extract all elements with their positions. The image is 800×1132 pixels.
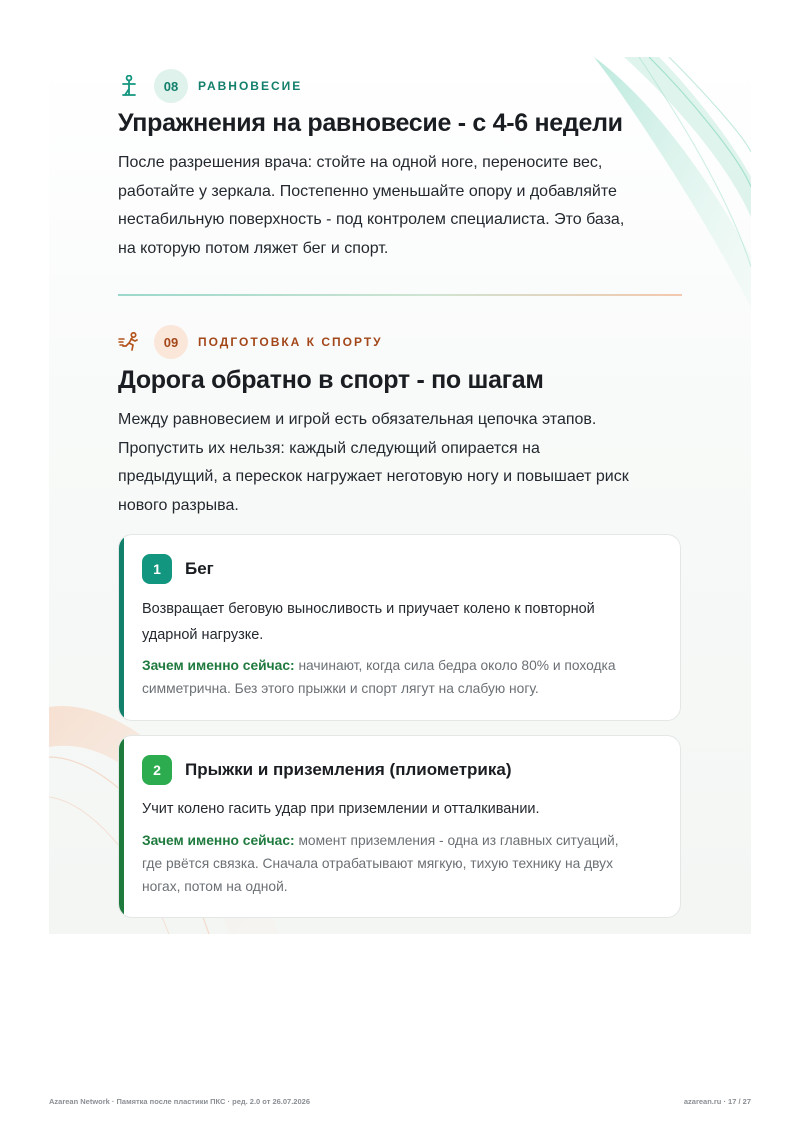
why-text-line: момент приземления - одна из главных ситуаций, [298,833,619,848]
why-text-line: ногах, потом на одной. [142,879,288,894]
why-text-line: симметрична. Без этого прыжки и спорт лягут на слабую ногу. [142,681,539,696]
card-accent-bar [119,736,124,917]
section-kicker: РАВНОВЕСИЕ [198,79,303,93]
description-line: Учит колено гасить удар при приземлении и отталкивании. [142,801,540,817]
step-number-badge: 1 [142,554,172,584]
body-line: Пропустить их нельзя: каждый следующий опирается на [118,439,540,457]
card-title: Прыжки и приземления (плиометрика) [185,760,512,779]
card-accent-bar [119,535,124,720]
body-line: После разрешения врача: стойте на одной ноге, переносите вес, [118,154,603,171]
card-description [142,796,656,822]
description-line: Возвращает беговую выносливость и приучает колено к повторной [142,601,595,617]
why-label: Зачем именно сейчас: [142,658,295,673]
section-body [118,406,698,520]
why-text-line: начинают, когда сила бедра около 80% и походка [298,658,616,673]
card-why-note [142,829,656,898]
card-title-row [142,554,214,584]
description-line: ударной нагрузке. [142,627,264,643]
section-divider [118,294,682,296]
balance-figure-icon [118,75,140,97]
card-why-note [142,654,656,700]
section-number-badge: 08 [154,69,188,103]
body-line: Между равновесием и игрой есть обязательная цепочка этапов. [118,411,597,428]
section-body [118,149,688,263]
section-header-sport-prep [118,325,383,359]
section-title: Дорога обратно в спорт - по шагам [118,366,544,394]
body-line: нестабильную поверхность - под контролем специалиста. Это база, [118,211,625,228]
why-text-line: где рвётся связка. Сначала отрабатывают мягкую, тихую технику на двух [142,856,613,871]
step-card-running [118,534,681,721]
body-line: предыдущий, а перескок нагружает неготовую ногу и повышает риск [118,468,629,485]
footer-left: Azarean Network · Памятка после пластики ПКС · ред. 2.0 от 26.07.2026 [49,1097,310,1106]
section-number-badge: 09 [154,325,188,359]
card-title: Бег [185,559,214,578]
why-label: Зачем именно сейчас: [142,833,295,848]
body-line: работайте у зеркала. Постепенно уменьшайте опору и добавляйте [118,182,617,200]
step-card-plyometrics [118,735,681,918]
section-kicker: ПОДГОТОВКА К СПОРТУ [198,335,383,349]
card-title-row [142,755,512,785]
step-number-badge: 2 [142,755,172,785]
section-header-balance [118,69,302,103]
footer-right: azarean.ru · 17 / 27 [683,1097,751,1106]
card-description [142,596,656,648]
section-title: Упражнения на равновесие - с 4-6 недели [118,109,623,137]
body-line: на которую потом ляжет бег и спорт. [118,239,389,257]
body-line: нового разрыва. [118,496,239,514]
runner-icon [118,331,140,353]
